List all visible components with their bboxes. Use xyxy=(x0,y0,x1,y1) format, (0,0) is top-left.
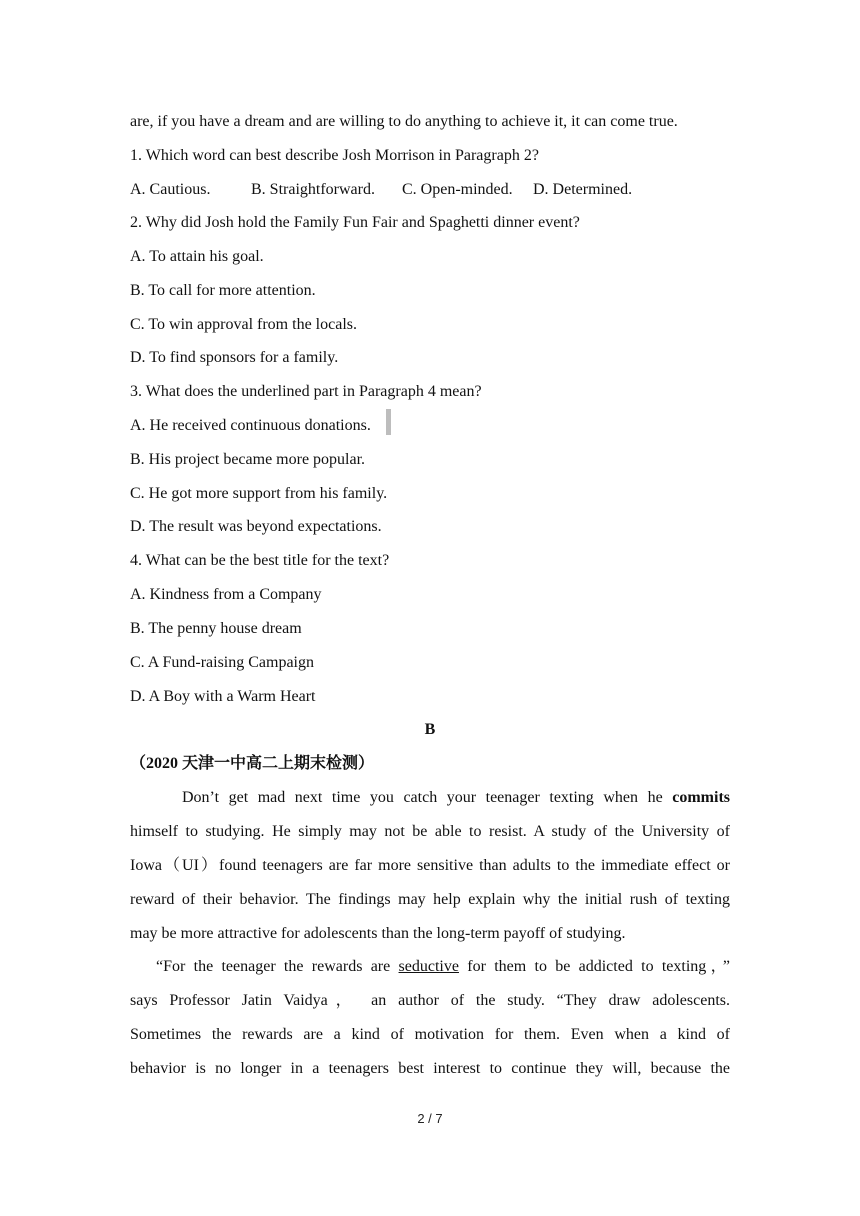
question-4-option-d: D. A Boy with a Warm Heart xyxy=(130,688,316,705)
paragraph-1-line-1 xyxy=(182,788,730,808)
question-4-option-c: C. A Fund-raising Campaign xyxy=(130,654,314,671)
question-4-option-b: B. The penny house dream xyxy=(130,620,302,637)
question-4-option-a: A. Kindness from a Company xyxy=(130,586,322,603)
paragraph-2-line-2: says Professor Jatin Vaidya， an author of the study. “They draw adolescents. xyxy=(130,992,730,1009)
paragraph-2-line-3: Sometimes the rewards are a kind of motivation for them. Even when a kind of xyxy=(130,1026,730,1043)
text-cursor-highlight xyxy=(386,409,391,435)
section-b-heading: B xyxy=(424,721,436,738)
paragraph-1-line-3: Iowa（UI）found teenagers are far more sensitive than adults to the immediate effect or xyxy=(130,857,730,874)
question-1-stem: 1. Which word can best describe Josh Morrison in Paragraph 2? xyxy=(130,147,539,164)
paragraph-1-line-5: may be more attractive for adolescents than the long-term payoff of studying. xyxy=(130,925,626,942)
page-number: 2 / 7 xyxy=(417,1111,443,1126)
question-1-option-a: A. Cautious. xyxy=(130,181,211,198)
question-2-option-c: C. To win approval from the locals. xyxy=(130,316,357,333)
question-1-option-c: C. Open-minded. xyxy=(402,181,513,198)
question-3-option-a: A. He received continuous donations. xyxy=(130,417,371,434)
paragraph-1-line-2: himself to studying. He simply may not be able to resist. A study of the University of xyxy=(130,823,730,840)
question-2-stem: 2. Why did Josh hold the Family Fun Fair and Spaghetti dinner event? xyxy=(130,214,580,231)
section-b-source: （2020 天津一中高二上期末检测） xyxy=(130,755,375,772)
paragraph-2-line-1 xyxy=(156,957,730,977)
underlined-word-seductive: seductive xyxy=(398,958,459,975)
question-2-option-b: B. To call for more attention. xyxy=(130,282,316,299)
question-4-stem: 4. What can be the best title for the text? xyxy=(130,552,390,569)
paragraph-2-line-1-pre: “For the teenager the rewards are xyxy=(156,958,399,975)
question-2-option-d: D. To find sponsors for a family. xyxy=(130,349,339,366)
question-3-option-c: C. He got more support from his family. xyxy=(130,485,388,502)
paragraph-1-line-4: reward of their behavior. The findings may help explain why the initial rush of texting xyxy=(130,891,730,908)
paragraph-2-line-4: behavior is no longer in a teenagers best interest to continue they will, because the xyxy=(130,1060,730,1077)
question-3-option-b: B. His project became more popular. xyxy=(130,451,366,468)
passage-continuation-line: are, if you have a dream and are willing to do anything to achieve it, it can come true. xyxy=(130,113,678,130)
question-2-option-a: A. To attain his goal. xyxy=(130,248,264,265)
question-3-option-d: D. The result was beyond expectations. xyxy=(130,518,382,535)
paragraph-1-line-1-text: Don’t get mad next time you catch your teenager texting when he xyxy=(182,789,673,806)
question-1-option-b: B. Straightforward. xyxy=(251,181,375,198)
paragraph-2-line-1-post: for them to be addicted to texting，” xyxy=(458,958,730,975)
question-1-option-d: D. Determined. xyxy=(533,181,633,198)
question-3-stem: 3. What does the underlined part in Paragraph 4 mean? xyxy=(130,383,482,400)
keyword-commits: commits xyxy=(672,789,730,806)
